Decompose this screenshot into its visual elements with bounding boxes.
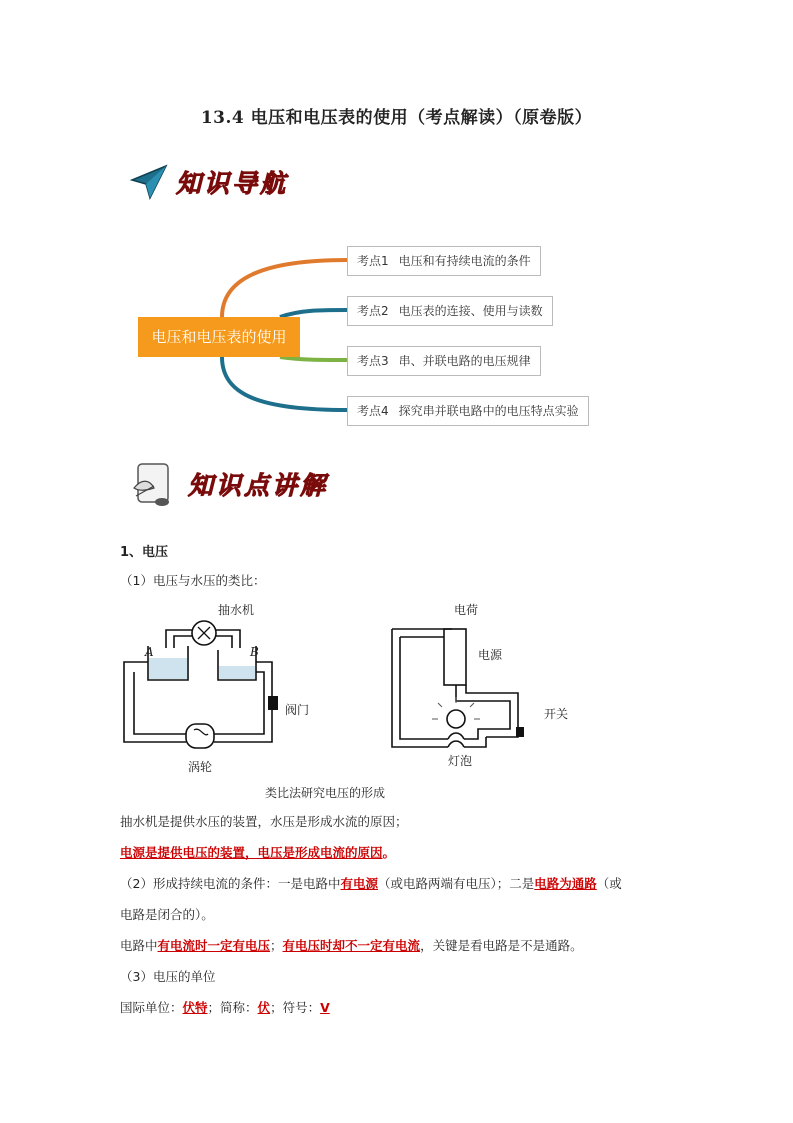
valve-label: 阀门 <box>285 703 310 717</box>
source-label: 电源 <box>478 648 503 662</box>
figure-caption: 类比法研究电压的形成 <box>265 786 386 800</box>
circuit-diagram <box>386 615 546 755</box>
mind-map-branch: 考点4 探究串并联电路中的电压特点实验 <box>347 396 589 426</box>
mind-map-center: 电压和电压表的使用 <box>138 317 300 357</box>
key-point: 伏 <box>257 1000 271 1015</box>
paragraph: 电路中有电流时一定有电压；有电压时却不一定有电流，关键是看电路是不是通路。 <box>120 938 583 953</box>
key-point: 电路为通路 <box>534 876 597 891</box>
pump-label: 抽水机 <box>218 603 255 617</box>
key-point: 伏特 <box>182 1000 208 1015</box>
switch-label: 开关 <box>544 707 569 721</box>
nav-banner <box>128 160 328 204</box>
charge-label: 电荷 <box>454 603 479 617</box>
turbine-label: 涡轮 <box>188 760 213 774</box>
subheading: （3）电压的单位 <box>120 969 216 984</box>
paragraph: （2）形成持续电流的条件：一是电路中有电源（或电路两端有电压）；二是电路为通路（或 <box>120 876 622 891</box>
explain-banner <box>128 462 368 506</box>
paragraph: 抽水机是提供水压的装置，水压是形成水流的原因； <box>120 814 408 829</box>
explain-banner-title: 知识点讲解 <box>188 471 329 500</box>
bulb-label: 灯泡 <box>448 754 473 768</box>
tank-b-label: B <box>250 645 259 659</box>
scroll-quill-icon <box>128 458 176 510</box>
key-point: V <box>320 1000 330 1015</box>
section-heading: 1、电压 <box>120 545 169 560</box>
mind-map-branch: 考点1 电压和有持续电流的条件 <box>347 246 541 276</box>
nav-banner-title: 知识导航 <box>176 169 289 198</box>
mind-map <box>130 240 610 440</box>
paragraph: 国际单位：伏特；简称：伏；符号：V <box>120 1000 330 1015</box>
arrow-icon <box>128 160 170 202</box>
water-pump-diagram <box>118 600 308 760</box>
key-point: 电源是提供电压的装置，电压是形成电流的原因 <box>120 845 383 860</box>
key-point: 有电流时一定有电压 <box>157 938 271 953</box>
tank-a-label: A <box>145 645 154 659</box>
mind-map-branch: 考点3 串、并联电路的电压规律 <box>347 346 541 376</box>
page-title: 13.4 电压和电压表的使用（考点解读）（原卷版） <box>200 108 593 128</box>
key-point: 有电源 <box>340 876 378 891</box>
paragraph: 电路是闭合的）。 <box>120 907 214 922</box>
key-point: 有电压时却不一定有电流 <box>282 938 421 953</box>
subheading: （1）电压与水压的类比： <box>120 573 266 588</box>
paragraph: 电源是提供电压的装置，电压是形成电流的原因。 <box>120 845 396 860</box>
mind-map-branch: 考点2 电压表的连接、使用与读数 <box>347 296 553 326</box>
